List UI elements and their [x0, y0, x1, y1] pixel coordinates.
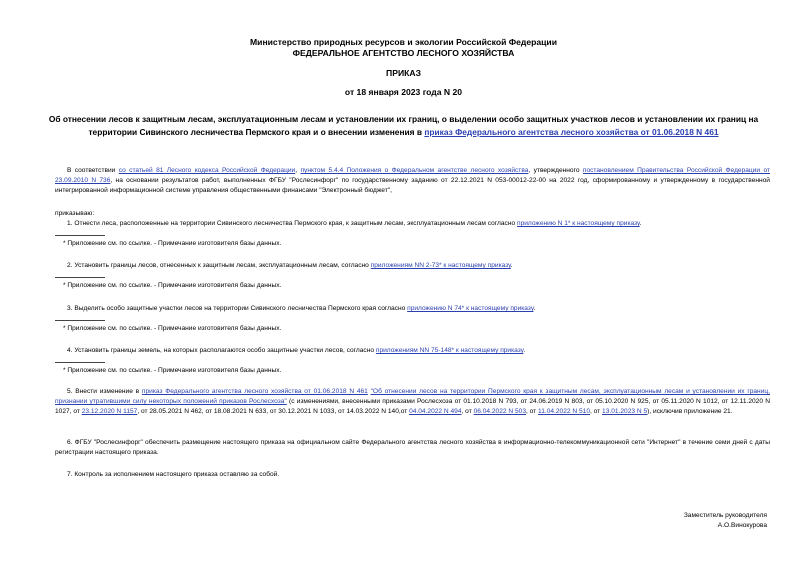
item-text: , от — [461, 408, 474, 415]
document-title — [40, 113, 767, 138]
footnote: * Приложение см. по ссылке. - Примечание изготовителя базы данных. — [63, 240, 282, 247]
signatory-name: А.О.Винокурова — [717, 521, 767, 529]
item-text: (с изменениями, внесенными приказами Рослесхоза от 01.10.2018 N 793, от 24.06.2019 N 803, от 05.10.2020 N 925, от 05.11.2020 N 1012, от 12.11.2020 N 1027, от — [55, 398, 770, 415]
order-item-3 — [55, 304, 770, 314]
agency-name: ФЕДЕРАЛЬНОЕ АГЕНТСТВО ЛЕСНОГО ХОЗЯЙСТВА — [292, 48, 515, 58]
appendix-link-3[interactable]: приложению N 74* к настоящему приказу — [407, 305, 534, 312]
item-text: 1. Отнести леса, расположенные на территории Сивинского лесничества Пермского края, к защитным лесам, эксплуатационным лесам согласно — [67, 220, 517, 227]
footnote: * Приложение см. по ссылке. - Примечание изготовителя базы данных. — [63, 282, 282, 289]
link-amendment-1157[interactable]: 23.12.2020 N 1157 — [81, 408, 138, 415]
order-item-1 — [55, 219, 770, 229]
link-amendment-5[interactable]: 13.01.2023 N 5 — [602, 408, 648, 415]
link-amendment-494[interactable]: 04.04.2022 N 494 — [409, 408, 462, 415]
footnote-divider — [55, 362, 105, 363]
signature-block — [684, 511, 767, 530]
item-text: 2. Установить границы лесов, отнесенных к защитным лесам, эксплуатационным лесам, согласно — [67, 262, 371, 269]
footnote: * Приложение см. по ссылке. - Примечание изготовителя базы данных. — [63, 367, 282, 374]
order-item-2 — [55, 261, 770, 271]
footnote-divider — [55, 320, 105, 321]
link-government-decree[interactable]: постановлением Правительства Российской Федерации от 23.09.2010 N 736 — [55, 167, 770, 184]
item-text: . — [639, 220, 642, 227]
order-item-7: 7. Контроль за исполнением настоящего приказа оставляю за собой. — [67, 471, 280, 478]
item-text: . — [533, 305, 536, 312]
footnote-divider — [55, 277, 105, 278]
item-text: 5. Внести изменение в — [67, 388, 142, 395]
document-date: от 18 января 2023 года N 20 — [344, 87, 463, 97]
preamble-text: , утвержденного — [528, 167, 583, 174]
link-order-461-title[interactable]: "Об отнесении лесов на территории Пермского края к защитным лесам, эксплуатационным лесам и установлении их границ, признании утратившими силу некоторых положений приказов Рослесхоза" — [55, 388, 770, 405]
link-forest-code[interactable]: со статьей 81 Лесного кодекса Российской Федерации — [118, 167, 296, 174]
item-text: 4. Установить границы земель, на которых располагаются особо защитные участки лесов, согласно — [67, 347, 376, 354]
item-text: . — [510, 262, 513, 269]
item-text: . — [523, 347, 526, 354]
item-text: ), исключив приложение 21. — [647, 408, 733, 415]
item-text: 3. Выделить особо защитные участки лесов на территории Сивинского лесничества Пермского края согласно — [67, 305, 408, 312]
preamble-text: В соответствии — [67, 167, 119, 174]
footnote-divider — [55, 235, 105, 236]
title-link[interactable]: приказ Федерального агентства лесного хозяйства от 01.06.2018 N 461 — [424, 126, 719, 137]
link-amendment-510[interactable]: 11.04.2022 N 510 — [538, 408, 590, 415]
order-item-4 — [55, 346, 770, 356]
order-item-6: 6. ФГБУ "Рослесинфорг" обеспечить размещение настоящего приказа на официальном сайте Федерального агентства лесного хозяйства в информационно-телекоммуникационной сети "Интернет" в течение семи дней с даты регистрации настоящего приказа. — [55, 439, 770, 456]
signatory-position: Заместитель руководителя — [683, 512, 767, 519]
ministry-name: Министерство природных ресурсов и экологии Российской Федерации — [250, 37, 557, 47]
link-regulation[interactable]: пунктом 5.4.4 Положения о Федеральном агентстве лесного хозяйства — [300, 167, 529, 174]
preamble-text: , на основании результатов работ, выполненных ФГБУ "Рослесинфорг" по государственному заданию от 22.12.2021 N 053-00012-22-00 на 2022 год, сформированному и утвержденному в государственной интегрированной информационной системе управления общественными финансами "Электронный бюджет", — [55, 177, 770, 194]
order-item-5 — [55, 387, 770, 417]
document-type: ПРИКАЗ — [386, 68, 421, 78]
item-text: , от — [590, 408, 603, 415]
link-amendment-503[interactable]: 06.04.2022 N 503 — [473, 408, 526, 415]
item-text: , от — [526, 408, 539, 415]
link-order-461[interactable]: приказ Федерального агентства лесного хозяйства от 01.06.2018 N 461 — [141, 388, 368, 395]
appendix-link-1[interactable]: приложению N 1* к настоящему приказу — [517, 220, 640, 227]
appendix-link-4[interactable]: приложениям NN 75-148* к настоящему приказу — [375, 347, 524, 354]
preamble-text: , — [295, 167, 301, 174]
order-word: приказываю: — [55, 210, 95, 217]
item-text: , от 28.05.2021 N 462, от 18.08.2021 N 633, от 30.12.2021 N 1033, от 14.03.2022 N 140,от — [137, 408, 410, 415]
footnote: * Приложение см. по ссылке. - Примечание изготовителя базы данных. — [63, 325, 282, 332]
preamble — [55, 166, 770, 196]
title-text: Об отнесении лесов к защитным лесам, эксплуатационным лесам и установлении их границ, о выделении особо защитных участков лесов и установлении их границ на территории Сивинского лесничества Пермского края и о внесении изменения в — [48, 114, 759, 137]
appendix-link-2[interactable]: приложениям NN 2-73* к настоящему приказу — [370, 262, 511, 269]
